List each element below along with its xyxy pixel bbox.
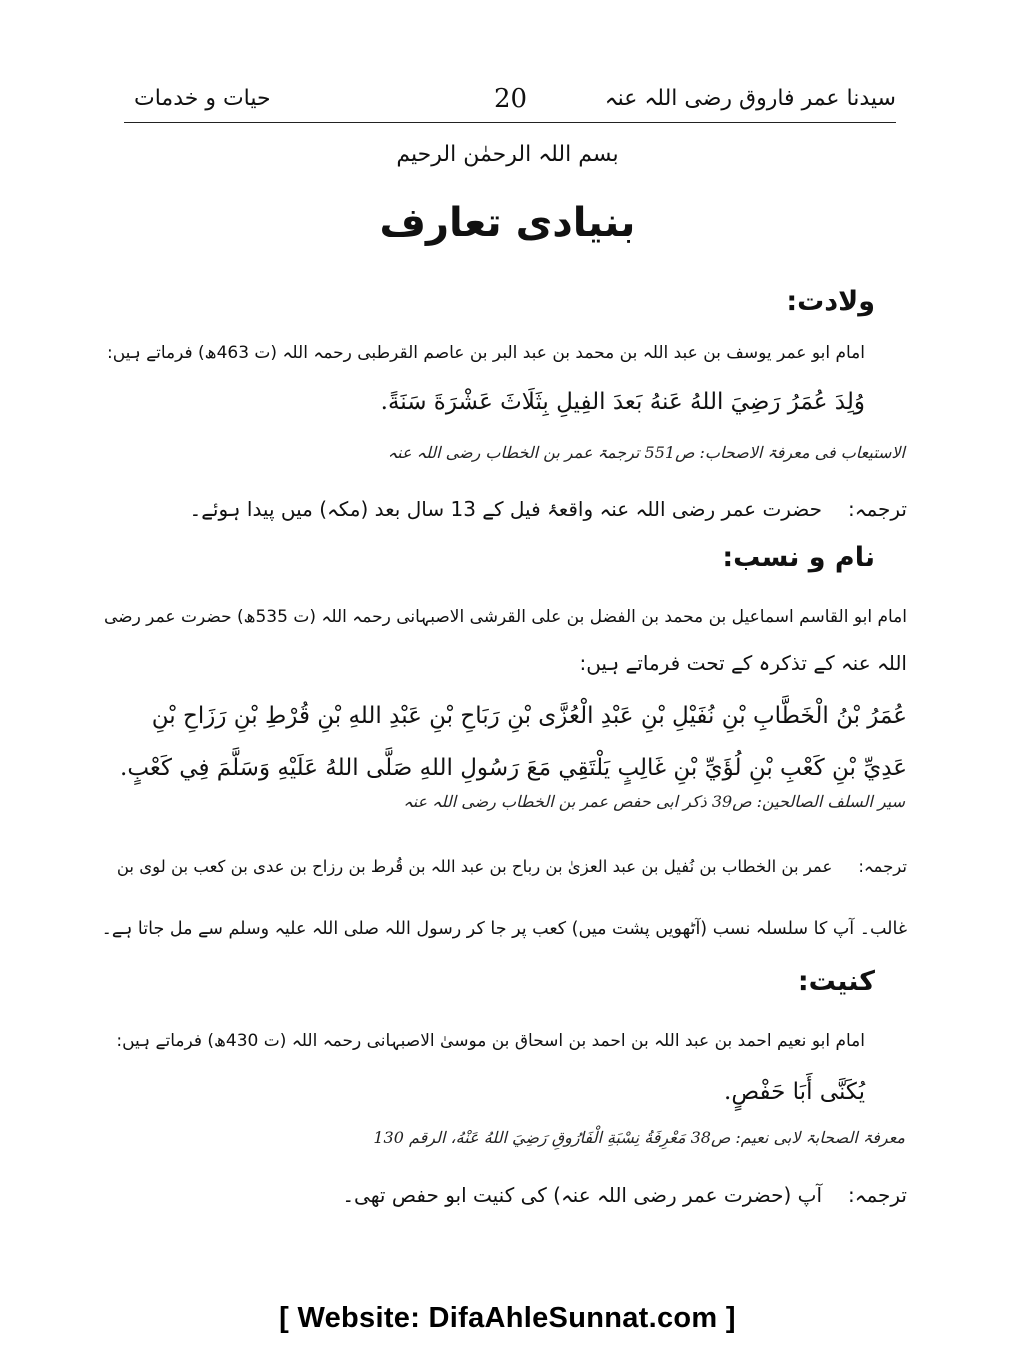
kunniyat-intro: امام ابو نعیم احمد بن عبد اللہ بن احمد بن اسحاق بن موسیٰ الاصبہانی رحمہ اللہ (ت 430ھ) فرماتے ہیں:	[116, 1031, 865, 1051]
kunniyat-arabic-quote: يُكَنَّى أَبَا حَفْصٍ.	[724, 1079, 865, 1105]
nasab-translation-line2: غالب۔ آپ کا سلسلہ نسب (آٹھویں پشت میں) کعب پر جا کر رسول اللہ صلی اللہ علیہ وسلم سے مل جاتا ہے۔	[101, 919, 907, 939]
wiladat-translation	[189, 488, 907, 530]
nasab-intro-line1: امام ابو القاسم اسماعیل بن محمد بن الفضل بن علی القرشی الاصبہانی رحمہ اللہ (ت 535ھ) حضرت عمر رضی	[103, 607, 907, 627]
translation-label: ترجمہ:	[858, 857, 907, 876]
translation-text: عمر بن الخطاب بن نُفیل بن عبد العزیٰ بن رباح بن عبد اللہ بن قُرط بن رزاح بن عدی بن کعب بن لوی بن	[116, 857, 833, 876]
translation-text: آپ (حضرت عمر رضی اللہ عنہ) کی کنیت ابو حفص تھی۔	[342, 1183, 823, 1207]
nasab-intro-line2: اللہ عنہ کے تذکرہ کے تحت فرماتے ہیں:	[579, 651, 907, 675]
header-series-title: حیات و خدمات	[134, 86, 271, 111]
page-title: بنیادی تعارف	[379, 200, 636, 246]
nasab-arabic-line1: عُمَرُ بْنُ الْخَطَّابِ بْنِ نُفَيْلِ بْنِ عَبْدِ الْعُزَّى بْنِ رَبَاحِ بْنِ عَبْدِ اللهِ بْنِ قُرْطِ بْنِ رَزَاحِ بْنِ	[151, 703, 907, 729]
wiladat-reference: الاستیعاب فی معرفۃ الاصحاب: ص551 ترجمۃ عمر بن الخطاب رضی اللہ عنہ	[387, 443, 905, 462]
kunniyat-reference: معرفۃ الصحابۃ لابی نعیم: ص38 مَعْرِفَةُ نِسْبَةِ الْفَارُوقِ رَضِيَ اللهُ عَنْهُ، الرقم 130	[373, 1128, 905, 1147]
wiladat-intro: امام ابو عمر یوسف بن عبد اللہ بن محمد بن عبد البر بن عاصم القرطبی رحمہ اللہ (ت 463ھ) فرماتے ہیں:	[107, 343, 865, 363]
section-heading-naam-nasab: نام و نسب:	[722, 542, 875, 573]
page-header	[124, 82, 896, 123]
website-footer: [ Website: DifaAhleSunnat.com ]	[279, 1302, 736, 1334]
wiladat-arabic-quote: وُلِدَ عُمَرُ رَضِيَ اللهُ عَنهُ بَعدَ الفِيلِ بِثَلَاثَ عَشْرَةَ سَنَةً.	[380, 389, 865, 415]
nasab-translation-line1	[117, 846, 907, 888]
translation-text: حضرت عمر رضی اللہ عنہ واقعۂ فیل کے 13 سال بعد (مکہ) میں پیدا ہوئے۔	[189, 497, 823, 521]
page-number: 20	[494, 84, 528, 114]
basmala: بسم اللہ الرحمٰن الرحیم	[396, 142, 619, 167]
translation-label: ترجمہ:	[848, 497, 907, 521]
section-heading-kunniyat: کنیت:	[797, 966, 875, 997]
header-book-title: سیدنا عمر فاروق رضی اللہ عنہ	[604, 86, 896, 111]
kunniyat-translation	[342, 1174, 907, 1216]
nasab-reference: سیر السلف الصالحین: ص39 ذکر ابی حفص عمر بن الخطاب رضی اللہ عنہ	[403, 792, 905, 811]
section-heading-wiladat: ولادت:	[786, 286, 875, 317]
nasab-arabic-line2: عَدِيِّ بْنِ كَعْبِ بْنِ لُؤَيِّ بْنِ غَالِبٍ يَلْتَقِي مَعَ رَسُولِ اللهِ صَلَّى اللهُ عَلَيْهِ وَسَلَّمَ فِي كَعْبٍ.	[120, 755, 907, 781]
translation-label: ترجمہ:	[848, 1183, 907, 1207]
